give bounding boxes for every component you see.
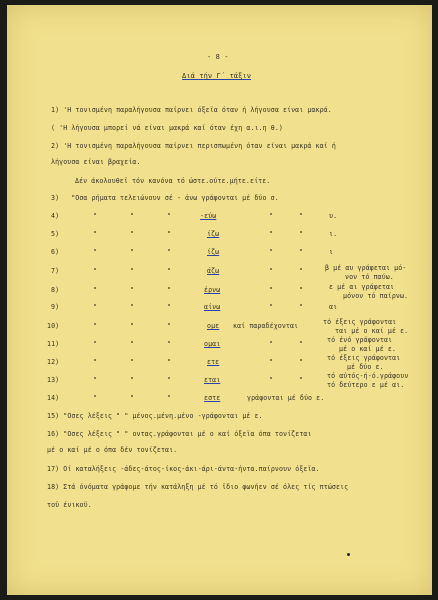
row-ditto: " bbox=[269, 358, 274, 366]
row-ending: ίζω bbox=[207, 248, 220, 256]
row-ditto: " bbox=[93, 394, 98, 402]
row-ending: ομε bbox=[207, 322, 220, 330]
row-ditto: " bbox=[167, 212, 172, 220]
row-ditto: " bbox=[167, 286, 172, 294]
row-ditto: " bbox=[93, 286, 98, 294]
row-suffix: τό ένό γράφονται bbox=[327, 336, 393, 344]
row-number: 13) bbox=[47, 376, 60, 384]
row-ditto: " bbox=[167, 376, 172, 384]
row-ditto: " bbox=[93, 376, 98, 384]
row-ditto: " bbox=[269, 286, 274, 294]
rule-row-3 bbox=[51, 194, 279, 202]
row-ditto: " bbox=[167, 340, 172, 348]
rule-line-15: 15) "Οσες λέξεις " " μένος.μένη.μένο -γράφονται μέ ε. bbox=[47, 412, 263, 420]
rule-line-18-cont: τοϋ ένικοϋ. bbox=[47, 501, 92, 509]
row-ditto: " bbox=[130, 212, 135, 220]
row-suffix: υ. bbox=[329, 212, 338, 220]
row-suffix-cont: ται μέ ο καί μέ ε. bbox=[335, 327, 409, 335]
rule-row-10 bbox=[47, 322, 59, 330]
row-ditto: " bbox=[269, 267, 274, 275]
row-suffix-cont: νον τό παύω. bbox=[345, 273, 394, 281]
rule-row-13 bbox=[47, 376, 59, 384]
row-ditto: " bbox=[130, 303, 135, 311]
row-suffix: ε μέ αι γράφεται bbox=[329, 283, 395, 291]
row-ditto: " bbox=[269, 212, 274, 220]
row-ending: έρνω bbox=[204, 286, 221, 294]
row-ditto: " bbox=[93, 303, 98, 311]
row-ditto: " bbox=[167, 303, 172, 311]
row-number: 7) bbox=[51, 267, 60, 275]
row-suffix-cont: μόνον τό παίρνω. bbox=[343, 292, 409, 300]
row-number: 12) bbox=[47, 358, 60, 366]
rule-row-5 bbox=[51, 230, 59, 238]
row-ending: αίνω bbox=[204, 303, 221, 311]
row-ending: ετε bbox=[207, 358, 220, 366]
row-ditto: " bbox=[269, 376, 274, 384]
row-ditto: " bbox=[167, 394, 172, 402]
rule-row-4 bbox=[51, 212, 59, 220]
row-ditto: " bbox=[299, 267, 304, 275]
row-suffix: ι bbox=[329, 248, 334, 256]
row-number: 3) bbox=[51, 194, 60, 202]
row-ditto: " bbox=[299, 340, 304, 348]
row-ditto: " bbox=[299, 248, 304, 256]
row-suffix-cont: μέ ο καί μέ ε. bbox=[339, 345, 396, 353]
document-page bbox=[7, 5, 432, 595]
row-ditto: " bbox=[93, 230, 98, 238]
exception-line: Δέν άκολουθεϊ τόν κανόνα τό ώστε.ούτε.μήτε.είτε. bbox=[75, 177, 271, 185]
page-number: - 8 - bbox=[207, 53, 229, 61]
rule-line-16-cont: μέ ο καί μέ ο όπα δέν τονίζεται. bbox=[47, 446, 178, 454]
row-ditto: " bbox=[167, 230, 172, 238]
row-ending: ομαι bbox=[204, 340, 221, 348]
rule-row-9 bbox=[51, 303, 59, 311]
row-ending: -εύω bbox=[200, 212, 217, 220]
row-number: 10) bbox=[47, 322, 60, 330]
row-suffix: τό έξεις γράφονται bbox=[323, 318, 397, 326]
rule-row-14 bbox=[47, 394, 59, 402]
row-ditto: " bbox=[130, 248, 135, 256]
row-ditto: " bbox=[299, 286, 304, 294]
rule-line-16: 16) "Οσες λέξεις " " οντας.γράφονται μέ ο καί όξεϊα όπα τονίζεται bbox=[47, 430, 312, 438]
row-ditto: " bbox=[93, 322, 98, 330]
row-suffix-cont: μέ δύο ε. bbox=[347, 363, 384, 371]
rule-line-2: 2) 'Η τονισμένη παραλήγουσα παίρνει περισπωμένη όταν είναι μακρά καί ή bbox=[51, 142, 336, 150]
row-ditto: " bbox=[130, 376, 135, 384]
row-ditto: " bbox=[130, 322, 135, 330]
row-text: καί παραδέχονται bbox=[233, 322, 299, 330]
row-suffix: τό έξεις γράφονται bbox=[327, 354, 401, 362]
rule-line-17: 17) Οί καταλήξεις -άδες-άτος-ίκος-άκι-άρι-άντα-ήντα.παίρνουν όξεϊα. bbox=[47, 465, 320, 473]
margin-mark bbox=[347, 553, 350, 556]
row-ditto: " bbox=[299, 303, 304, 311]
row-ditto: " bbox=[93, 340, 98, 348]
rule-line-1: 1) 'Η τονισμένη παραλήγουσα παίρνει όξεϊα όταν ή λήγουσα είναι μακρά. bbox=[51, 106, 332, 114]
row-number: 8) bbox=[51, 286, 60, 294]
rule-line-2-cont: λήγουσα είναι βραχεία. bbox=[51, 158, 141, 166]
row-suffix: αι bbox=[329, 303, 338, 311]
row-ending: εστε bbox=[204, 394, 221, 402]
row-ditto: " bbox=[167, 322, 172, 330]
rule-row-11 bbox=[47, 340, 59, 348]
row-ditto: " bbox=[269, 340, 274, 348]
row-ditto: " bbox=[269, 230, 274, 238]
row-ditto: " bbox=[130, 286, 135, 294]
row-text: "Οσα ρήματα τελειώνουν σέ - άνω γράφονται μέ δύο σ. bbox=[71, 194, 279, 202]
row-ditto: " bbox=[167, 248, 172, 256]
row-ending: εται bbox=[204, 376, 221, 384]
row-ditto: " bbox=[130, 267, 135, 275]
row-ditto: " bbox=[130, 340, 135, 348]
row-number: 6) bbox=[51, 248, 60, 256]
row-ditto: " bbox=[299, 230, 304, 238]
row-ditto: " bbox=[130, 230, 135, 238]
row-ditto: " bbox=[299, 212, 304, 220]
rule-line-1-note: ( 'Η λήγουσα μπορεί νά είναι μακρά καί όταν έχη α.ι.η θ.) bbox=[51, 124, 283, 132]
row-ending: άζω bbox=[207, 267, 220, 275]
row-number: 9) bbox=[51, 303, 60, 311]
rule-row-8 bbox=[51, 286, 59, 294]
rule-row-7 bbox=[51, 267, 59, 275]
row-ditto: " bbox=[93, 267, 98, 275]
row-suffix: τό αύτός-ή-ό.γράφουν bbox=[327, 372, 409, 380]
row-ending: ίζω bbox=[207, 230, 220, 238]
row-number: 14) bbox=[47, 394, 60, 402]
rule-row-12 bbox=[47, 358, 59, 366]
row-ditto: " bbox=[130, 394, 135, 402]
row-ditto: " bbox=[167, 358, 172, 366]
row-ditto: " bbox=[93, 358, 98, 366]
row-suffix-cont: τό δεύτερο ε μέ αι. bbox=[327, 381, 405, 389]
row-ditto: " bbox=[299, 358, 304, 366]
row-ditto: " bbox=[130, 358, 135, 366]
row-number: 4) bbox=[51, 212, 60, 220]
rule-row-6 bbox=[51, 248, 59, 256]
row-text: γράφονται μέ δύο ε. bbox=[247, 394, 325, 402]
row-number: 11) bbox=[47, 340, 60, 348]
rule-line-18: 18) Στά όνόματα γράφομε τήν κατάληξη μέ τό ϊδιο φωνήεν σέ όλες τίς πτώσεις bbox=[47, 483, 349, 491]
row-ditto: " bbox=[93, 212, 98, 220]
row-ditto: " bbox=[269, 248, 274, 256]
row-ditto: " bbox=[269, 303, 274, 311]
row-ditto: " bbox=[299, 376, 304, 384]
row-ditto: " bbox=[167, 267, 172, 275]
page-heading: Διά τήν Γ΄ τάξιν bbox=[182, 72, 252, 80]
row-suffix: ι. bbox=[329, 230, 338, 238]
row-suffix: β μέ αυ γράφεται μό- bbox=[325, 264, 407, 272]
row-number: 5) bbox=[51, 230, 60, 238]
row-ditto: " bbox=[93, 248, 98, 256]
